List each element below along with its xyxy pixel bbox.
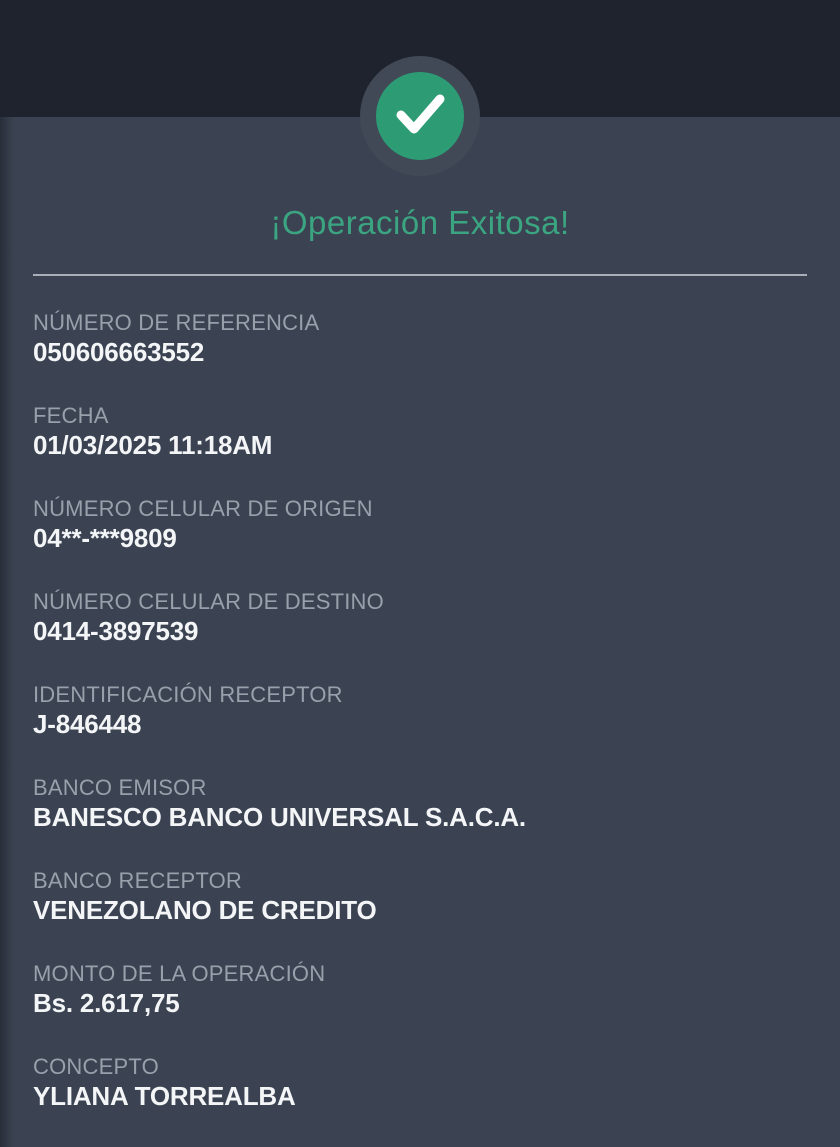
detail-row: [33, 774, 812, 833]
left-edge-shadow: [0, 117, 14, 1147]
detail-value: Bs. 2.617,75: [33, 988, 180, 1018]
detail-value: YLIANA TORREALBA: [33, 1081, 296, 1111]
detail-value: BANESCO BANCO UNIVERSAL S.A.C.A.: [33, 802, 526, 832]
detail-value: 0414-3897539: [33, 616, 199, 646]
detail-row: [33, 402, 812, 461]
detail-row: [33, 309, 812, 368]
detail-value: VENEZOLANO DE CREDITO: [33, 895, 377, 925]
detail-label: BANCO RECEPTOR: [33, 868, 242, 893]
detail-row: [33, 588, 812, 647]
detail-row: [33, 1053, 812, 1112]
detail-row: [33, 867, 812, 926]
success-circle: [376, 72, 464, 160]
detail-row: [33, 495, 812, 554]
success-badge: [360, 56, 480, 176]
detail-value: J-846448: [33, 709, 142, 739]
check-icon: [388, 82, 452, 151]
detail-value: 04**-***9809: [33, 523, 177, 553]
detail-label: FECHA: [33, 403, 109, 428]
detail-label: MONTO DE LA OPERACIÓN: [33, 961, 326, 986]
detail-row: [33, 681, 812, 740]
detail-label: CONCEPTO: [33, 1054, 159, 1079]
detail-label: NÚMERO CELULAR DE DESTINO: [33, 589, 384, 614]
detail-value: 050606663552: [33, 337, 205, 367]
detail-label: IDENTIFICACIÓN RECEPTOR: [33, 682, 343, 707]
divider-line: [33, 274, 807, 276]
detail-value: 01/03/2025 11:18AM: [33, 430, 273, 460]
detail-label: NÚMERO DE REFERENCIA: [33, 310, 320, 335]
detail-label: BANCO EMISOR: [33, 775, 207, 800]
details-list: [33, 309, 812, 1146]
detail-row: [33, 960, 812, 1019]
detail-label: NÚMERO CELULAR DE ORIGEN: [33, 496, 373, 521]
success-title: ¡Operación Exitosa!: [270, 204, 570, 241]
